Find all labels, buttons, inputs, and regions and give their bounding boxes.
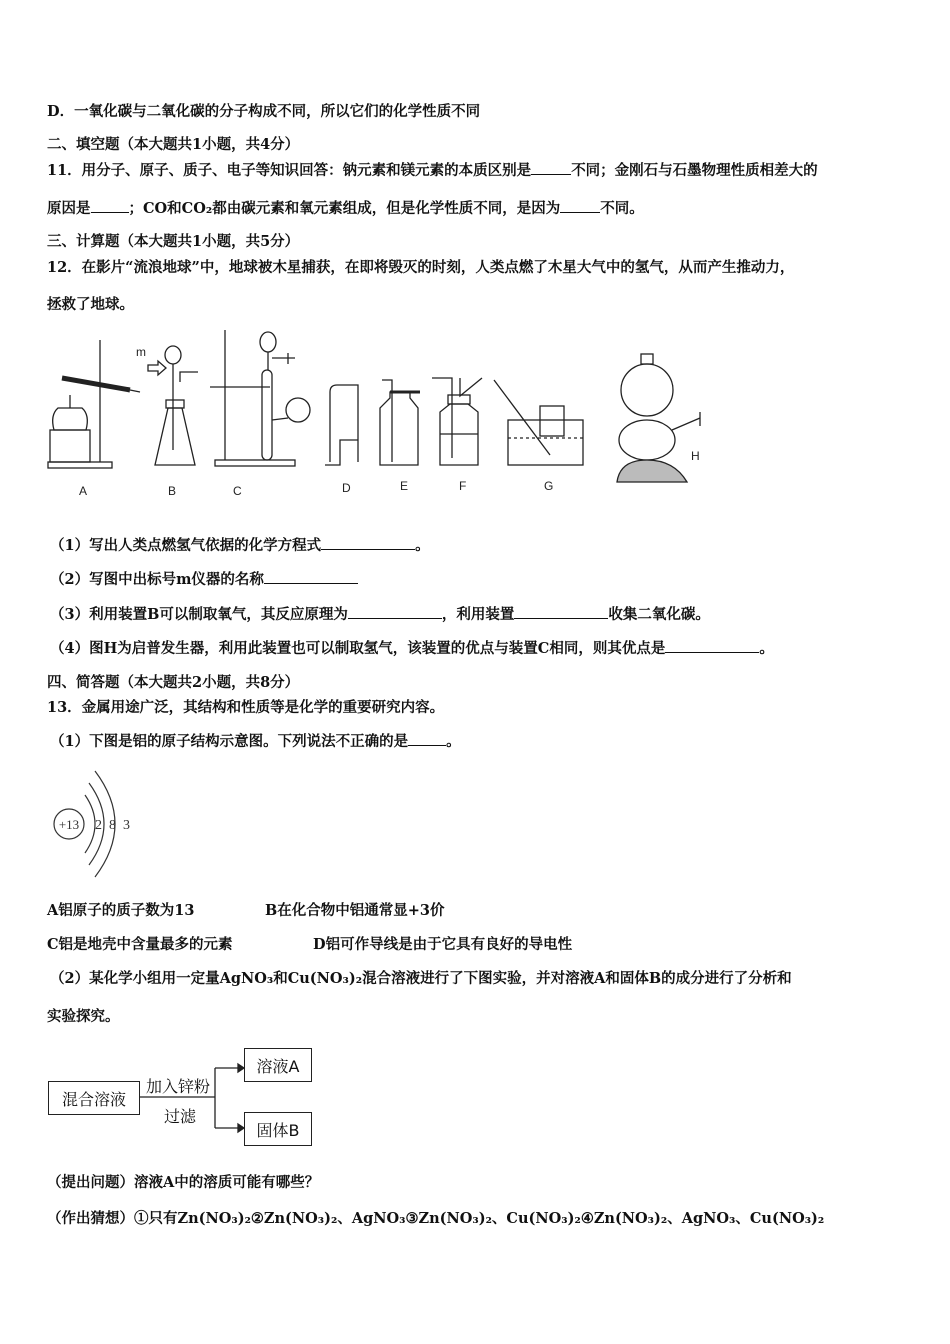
q12-text: （3）利用装置B可以制取氧气，其反应原理为 — [50, 606, 348, 623]
flow-box-solution-a: 溶液A — [244, 1048, 312, 1082]
apparatus-a — [48, 340, 140, 468]
shell-3-electrons: 3 — [123, 818, 130, 833]
q11-text: 不同。 — [600, 200, 644, 217]
apparatus-e — [380, 380, 420, 465]
apparatus-f — [432, 378, 482, 465]
q12-sub2 — [50, 571, 358, 589]
figure-label-d: D — [342, 481, 351, 495]
figure-label-f: F — [459, 479, 467, 493]
section3-title: 三、计算题（本大题共1小题，共5分） — [47, 233, 300, 250]
figure-label-h: H — [691, 449, 700, 463]
answer-blank[interactable] — [665, 640, 759, 653]
q12-line1: 12．在影片“流浪地球”中，地球被木星捕获，在即将毁灭的时刻，人类点燃了木星大气中的氢气，从而产生推动力， — [47, 259, 795, 276]
q12-line2: 拯救了地球。 — [47, 296, 134, 313]
q12-text: 。 — [415, 537, 430, 554]
q13-sub1 — [50, 733, 461, 751]
apparatus-g — [494, 380, 583, 465]
figure-label-b: B — [168, 484, 177, 498]
answer-blank[interactable] — [321, 537, 415, 550]
answer-blank[interactable] — [408, 733, 446, 746]
q13-text: 。 — [446, 733, 461, 750]
q12-text: （4）图H为启普发生器，利用此装置也可以制取氢气，该装置的优点与装置C相同，则其优点是 — [50, 640, 666, 657]
option-c: C铝是地壳中含量最多的元素 — [47, 936, 233, 953]
flow-arrows — [140, 1060, 245, 1140]
answer-blank[interactable] — [560, 200, 600, 213]
q13-text: （1）下图是铝的原子结构示意图。下列说法不正确的是 — [50, 733, 409, 750]
figure-label-a: A — [79, 484, 88, 498]
flow-step-add-zinc: 加入锌粉 — [146, 1077, 211, 1096]
figure-label-e: E — [400, 479, 409, 493]
q11-line1 — [47, 162, 818, 180]
q12-text: 收集二氧化碳。 — [608, 606, 710, 623]
apparatus-figure — [40, 320, 740, 500]
answer-blank[interactable] — [348, 606, 442, 619]
answer-blank[interactable] — [264, 571, 358, 584]
apparatus-b — [136, 345, 198, 465]
q11-line2 — [47, 200, 644, 218]
section4-title: 四、简答题（本大题共2小题，共8分） — [47, 674, 300, 691]
section2-title: 二、填空题（本大题共1小题，共4分） — [47, 136, 300, 153]
q11-text: 11．用分子、原子、质子、电子等知识回答：钠元素和镁元素的本质区别是 — [47, 162, 532, 179]
q11-text: 原因是 — [47, 200, 91, 217]
q12-sub3 — [50, 606, 710, 624]
answer-blank[interactable] — [531, 162, 571, 175]
q11-text: 不同；金刚石与石墨物理性质相差大的 — [571, 162, 818, 179]
q13-stem: 13．金属用途广泛，其结构和性质等是化学的重要研究内容。 — [47, 699, 445, 716]
q13-question: （提出问题）溶液A中的溶质可能有哪些？ — [47, 1174, 320, 1191]
apparatus-h — [617, 354, 700, 482]
q13-sub2-line1: （2）某化学小组用一定量AgNO₃和Cu(NO₃)₂混合溶液进行了下图实验，并对溶液A和固体B的成分进行了分析和 — [50, 970, 792, 987]
q12-text: ，利用装置 — [441, 606, 515, 623]
figure-label-c: C — [233, 484, 242, 498]
q12-sub4 — [50, 640, 774, 658]
shell-2-electrons: 8 — [109, 818, 116, 833]
arrow-icon — [148, 361, 166, 375]
flow-box-solid-b: 固体B — [244, 1112, 312, 1146]
flow-box-mixed-solution: 混合溶液 — [48, 1081, 140, 1115]
apparatus-d — [325, 385, 358, 465]
option-d: D铝可作导线是由于它具有良好的导电性 — [313, 936, 573, 953]
option-a: A铝原子的质子数为13 — [47, 902, 195, 919]
answer-blank[interactable] — [514, 606, 608, 619]
option-b: B在化合物中铝通常显+3价 — [265, 902, 445, 919]
shell-1-electrons: 2 — [95, 818, 102, 833]
nucleus-charge: +13 — [58, 817, 80, 832]
answer-blank[interactable] — [91, 200, 129, 213]
q12-sub1 — [50, 537, 430, 555]
aluminum-atom-diagram — [45, 765, 145, 875]
m-label: m — [136, 345, 146, 359]
q12-text: （1）写出人类点燃氢气依据的化学方程式 — [50, 537, 322, 554]
q11-text: ；CO和CO₂都由碳元素和氧元素组成，但是化学性质不同，是因为 — [128, 200, 561, 217]
q13-sub2-line2: 实验探究。 — [47, 1008, 120, 1025]
q12-text: （2）写图中出标号m仪器的名称 — [50, 571, 264, 588]
q13-hypothesis: （作出猜想）①只有Zn(NO₃)₂②Zn(NO₃)₂、AgNO₃③Zn(NO₃)₂、Cu(NO₃)₂④Zn(NO₃)₂、AgNO₃、Cu(NO₃)₂ — [47, 1210, 825, 1227]
q10-option-d: D．一氧化碳与二氧化碳的分子构成不同，所以它们的化学性质不同 — [47, 103, 481, 120]
figure-label-g: G — [544, 479, 554, 493]
apparatus-c — [210, 330, 310, 466]
flow-step-filter: 过滤 — [164, 1107, 197, 1126]
q12-text: 。 — [759, 640, 774, 657]
